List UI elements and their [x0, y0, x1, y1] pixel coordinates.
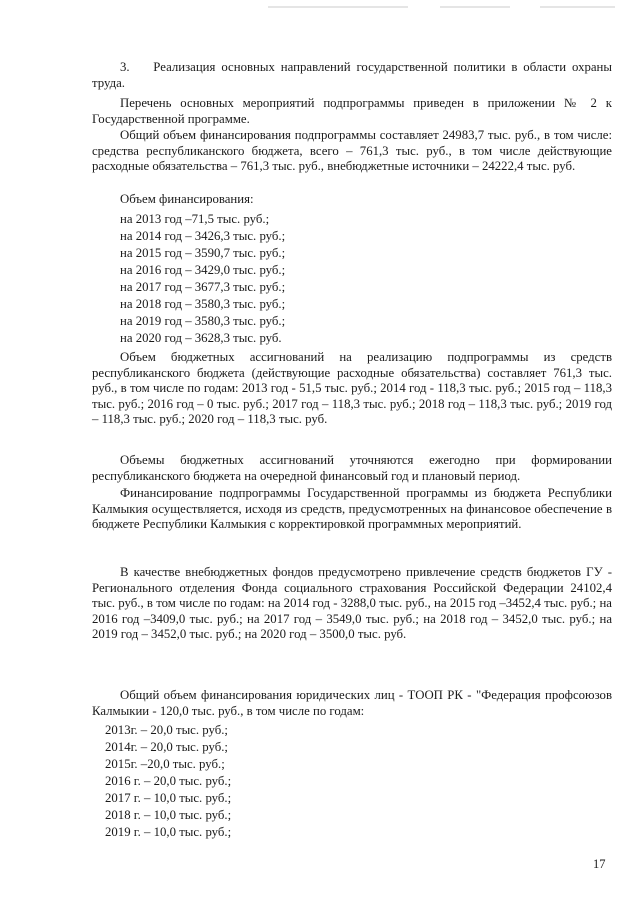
- page-number: 17: [593, 857, 606, 871]
- total-funding-paragraph: Общий объем финансирования подпрограммы составляет 24983,7 тыс. руб., в том числе: средства республиканского бюджета, всего – 761,3 тыс. руб., в том числе действующие расходные обязательства – 761,3 тыс. руб., внебюджетные источники – 24222,4 тыс. руб.: [92, 128, 612, 173]
- scan-artifact: [440, 6, 510, 8]
- legal-year-item: 2017 г. – 10,0 тыс. руб.;: [105, 791, 232, 805]
- scan-artifact: [268, 6, 408, 8]
- legal-year-item: 2014г. – 20,0 тыс. руб.;: [105, 740, 228, 754]
- legal-year-item: 2019 г. – 10,0 тыс. руб.;: [105, 825, 232, 839]
- section-heading-paragraph: 3. Реализация основных направлений государственной политики в области охраны труда.: [92, 60, 612, 90]
- legal-year-item: 2013г. – 20,0 тыс. руб.;: [105, 723, 228, 737]
- funding-year-item: на 2013 год –71,5 тыс. руб.;: [120, 212, 270, 226]
- scan-artifact: [540, 6, 615, 8]
- legal-year-item: 2015г. –20,0 тыс. руб.;: [105, 757, 225, 771]
- funding-year-item: на 2016 год – 3429,0 тыс. руб.;: [120, 263, 286, 277]
- annex-reference-paragraph: Перечень основных мероприятий подпрограммы приведен в приложении № 2 к Государственной программе.: [92, 96, 612, 126]
- legal-entities-paragraph: Общий объем финансирования юридических лиц - ТООП РК - "Федерация профсоюзов Калмыкии - 120,0 тыс. руб., в том числе по годам:: [92, 688, 612, 718]
- legal-year-item: 2018 г. – 10,0 тыс. руб.;: [105, 808, 232, 822]
- funding-year-item: на 2017 год – 3677,3 тыс. руб.;: [120, 280, 286, 294]
- funding-year-item: на 2019 год – 3580,3 тыс. руб.;: [120, 314, 286, 328]
- budget-allocation-paragraph: Объем бюджетных ассигнований на реализацию подпрограммы из средств республиканского бюджета (действующие расходные обязательства) составляет 761,3 тыс. руб., в том числе по годам: 2013 год - 51,5 тыс. руб.; 2014 год - 118,3 тыс. руб.; 2015 год – 118,3 тыс. руб.; 2016 год – 0 тыс. руб.; 2017 год – 118,3 тыс. руб.; 2018 год – 118,3 тыс. руб.; 2019 год – 118,3 тыс. руб.; 2020 год – 118,3 тыс. руб.: [92, 350, 612, 426]
- legal-year-item: 2016 г. – 20,0 тыс. руб.;: [105, 774, 232, 788]
- funding-year-item: на 2015 год – 3590,7 тыс. руб.;: [120, 246, 286, 260]
- extrabudgetary-funds-paragraph: В качестве внебюджетных фондов предусмотрено привлечение средств бюджетов ГУ - Регионального отделения Фонда социального страхования Российской Федерации 24102,4 тыс. руб., в том числе по годам: на 2014 год - 3288,0 тыс. руб., на 2015 год –3452,4 тыс. руб.; на 2016 год –3409,0 тыс. руб.; на 2017 год – 3549,0 тыс. руб.; на 2018 год – 3452,0 тыс. руб.; на 2019 год – 3452,0 тыс. руб.; на 2020 год – 3500,0 тыс. руб.: [92, 565, 612, 641]
- funding-year-item: на 2020 год – 3628,3 тыс. руб.: [120, 331, 282, 345]
- funding-heading: Объем финансирования:: [120, 192, 254, 206]
- annual-adjustment-paragraph: Объемы бюджетных ассигнований уточняются ежегодно при формировании республиканского бюджета на очередной финансовый год и плановый период.: [92, 453, 612, 483]
- funding-year-item: на 2018 год – 3580,3 тыс. руб.;: [120, 297, 286, 311]
- funding-year-item: на 2014 год – 3426,3 тыс. руб.;: [120, 229, 286, 243]
- republic-funding-paragraph: Финансирование подпрограммы Государственной программы из бюджета Республики Калмыкия осуществляется, исходя из средств, предусмотренных на финансовое обеспечение в бюджете Республики Калмыкия с корректировкой программных мероприятий.: [92, 486, 612, 531]
